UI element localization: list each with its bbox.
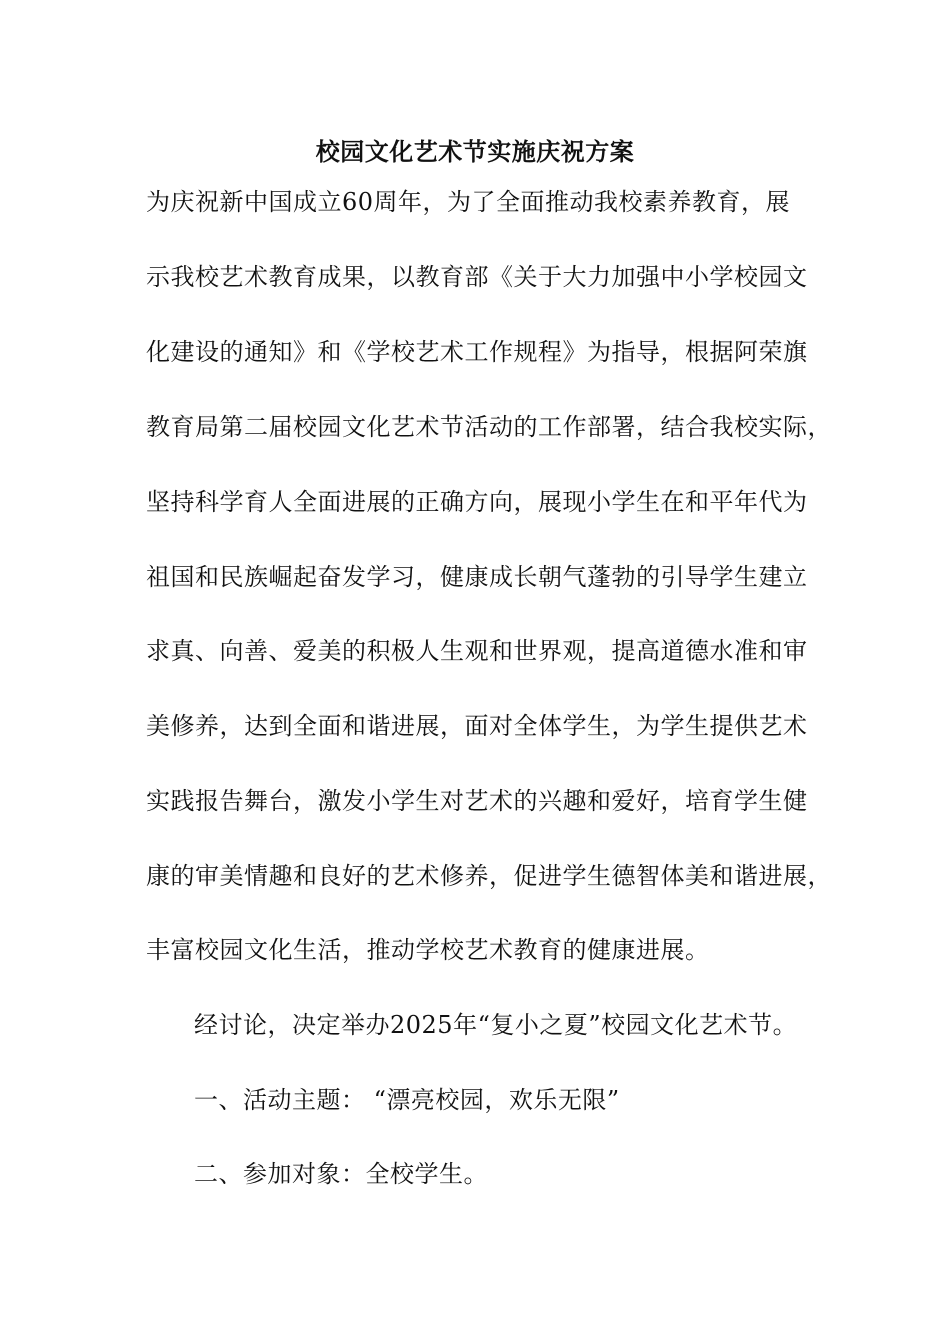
section-theme: 一、活动主题： “漂亮校园，欢乐无限” xyxy=(194,1086,620,1114)
decision-paragraph: 经讨论，决定举办2025年“复小之夏”校园文化艺术节。 xyxy=(194,1011,798,1039)
intro-line-1: 为庆祝新中国成立60周年，为了全面推动我校素养教育，展 xyxy=(146,188,791,216)
intro-line-3: 化建设的通知》和《学校艺术工作规程》为指导，根据阿荣旗 xyxy=(146,338,808,366)
intro-line-5: 坚持科学育人全面进展的正确方向，展现小学生在和平年代为 xyxy=(146,488,808,516)
intro-line-8: 美修养，达到全面和谐进展，面对全体学生，为学生提供艺术 xyxy=(146,712,808,740)
intro-line-7: 求真、向善、爱美的积极人生观和世界观，提高道德水准和审 xyxy=(146,637,808,665)
intro-line-6: 祖国和民族崛起奋发学习，健康成长朝气蓬勃的引导学生建立 xyxy=(146,563,808,591)
intro-line-11: 丰富校园文化生活，推动学校艺术教育的健康进展。 xyxy=(146,936,710,964)
intro-line-4: 教育局第二届校园文化艺术节活动的工作部署，结合我校实际， xyxy=(146,413,832,441)
document-title: 校园文化艺术节实施庆祝方案 xyxy=(315,137,635,166)
intro-line-2: 示我校艺术教育成果，以教育部《关于大力加强中小学校园文 xyxy=(146,263,808,291)
intro-line-10: 康的审美情趣和良好的艺术修养，促进学生德智体美和谐进展， xyxy=(146,862,832,890)
intro-line-9: 实践报告舞台，激发小学生对艺术的兴趣和爱好，培育学生健 xyxy=(146,787,808,815)
section-participants: 二、参加对象：全校学生。 xyxy=(194,1160,488,1188)
